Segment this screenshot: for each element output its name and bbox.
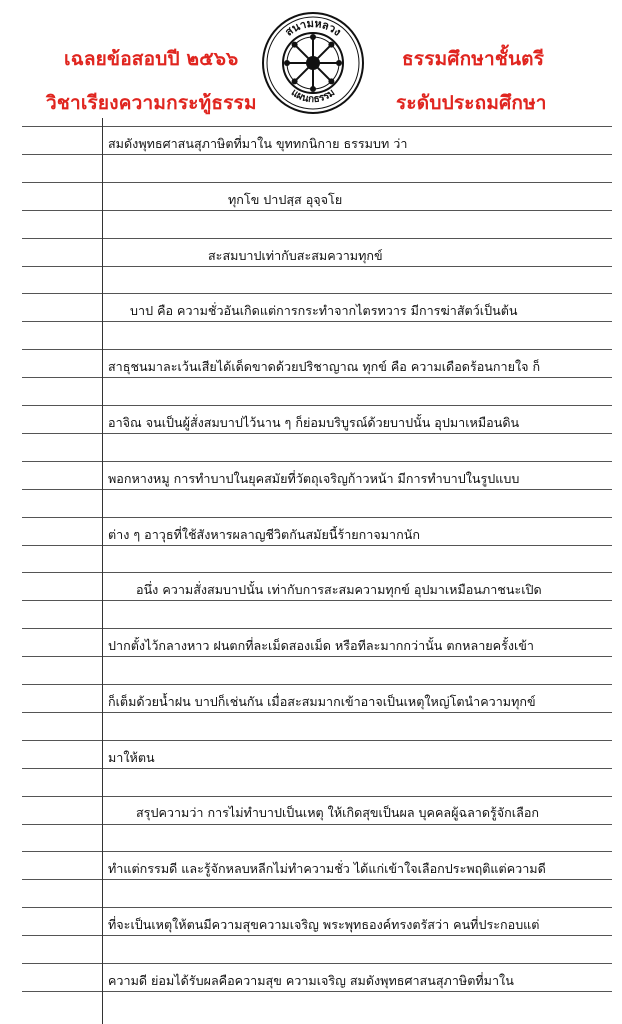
essay-line: ทำแต่กรรมดี และรู้จักหลบหลีกไม่ทำความชั่ว ได้แก่เข้าใจเลือกประพฤติแต่ความดี [108,861,546,876]
ruled-line [22,293,612,294]
ruled-line [22,349,612,350]
dharma-wheel-seal-icon [260,10,366,116]
ruled-line [22,684,612,685]
ruled-line [22,545,612,546]
ruled-line [22,991,612,992]
ruled-line [22,572,612,573]
ruled-line [22,433,612,434]
ruled-line [22,656,612,657]
ruled-line [22,879,612,880]
ruled-line [22,517,612,518]
ruled-line [22,712,612,713]
ruled-line [22,266,612,267]
essay-line: พอกหางหมู การทำบาปในยุคสมัยที่วัตถุเจริญก้าวหน้า มีการทำบาปในรูปแบบ [108,471,520,486]
essay-line: สมดังพุทธศาสนสุภาษิตที่มาใน ขุททกนิกาย ธรรมบท ว่า [108,136,408,151]
ruled-line [22,321,612,322]
essay-line: สรุปความว่า การไม่ทำบาปเป็นเหตุ ให้เกิดสุขเป็นผล บุคคลผู้ฉลาดรู้จักเลือก [136,805,540,820]
essay-line: บาป คือ ความชั่วอันเกิดแต่การกระทำจากไตรทวาร มีการฆ่าสัตว์เป็นต้น [130,303,518,318]
essay-line: ความดี ย่อมได้รับผลคือความสุข ความเจริญ สมดังพุทธศาสนสุภาษิตที่มาใน [108,973,514,988]
ruled-line [22,824,612,825]
essay-line: ก็เต็มด้วยน้ำฝน บาปก็เช่นกัน เมื่อสะสมมากเข้าอาจเป็นเหตุใหญ่โตนำความทุกข์ [108,694,536,709]
header-subject-title: วิชาเรียงความกระทู้ธรรม [46,92,257,114]
ruled-line [22,405,612,406]
ruled-line [22,907,612,908]
essay-line: ต่าง ๆ อาวุธที่ใช้สังหารผลาญชีวิตกันสมัยนี้ร้ายกาจมากนัก [108,527,420,542]
svg-text:แผนกธรรม: แผนกธรรม [288,87,338,106]
essay-line: ทุกโข ปาปสฺส อุจฺจโย [228,192,343,207]
essay-line: ที่จะเป็นเหตุให้ตนมีความสุขความเจริญ พระพุทธองค์ทรงตรัสว่า คนที่ประกอบแต่ [108,917,540,932]
ruled-line [22,182,612,183]
header-level-title: ธรรมศึกษาชั้นตรี [402,48,545,70]
essay-line: สะสมบาปเท่ากับสะสมความทุกข์ [208,248,383,263]
essay-line: ปากตั้งไว้กลางหาว ฝนตกที่ละเม็ดสองเม็ด หรือทีละมากกว่านั้น ตกหลายครั้งเข้า [108,638,534,653]
essay-line: สาธุชนมาละเว้นเสียได้เด็ดขาดด้วยปริชาญาณ ทุกข์ คือ ความเดือดร้อนกายใจ ก็ [108,359,541,374]
ruled-line [22,600,612,601]
ruled-line [22,740,612,741]
ruled-line [22,461,612,462]
ruled-line [22,154,612,155]
svg-text:สนามหลวง: สนามหลวง [282,16,344,39]
ruled-line [22,126,612,127]
ruled-line [22,768,612,769]
ruled-line [22,628,612,629]
margin-line [102,118,103,1024]
ruled-line [22,210,612,211]
header-year-title: เฉลยข้อสอบปี ๒๕๖๖ [64,48,239,70]
essay-line: อนึ่ง ความสั่งสมบาปนั้น เท่ากับการสะสมความทุกข์ อุปมาเหมือนภาชนะเปิด [136,582,542,597]
ruled-line [22,935,612,936]
ruled-line [22,238,612,239]
ruled-line [22,963,612,964]
ruled-line [22,851,612,852]
ruled-line [22,377,612,378]
ruled-line [22,796,612,797]
ruled-line [22,489,612,490]
essay-line: มาให้ตน [108,750,155,765]
essay-line: อาจิณ จนเป็นผู้สั่งสมบาปไว้นาน ๆ ก็ย่อมบริบูรณ์ด้วยบาปนั้น อุปมาเหมือนดิน [108,415,520,430]
header-grade-title: ระดับประถมศึกษา [396,92,547,114]
